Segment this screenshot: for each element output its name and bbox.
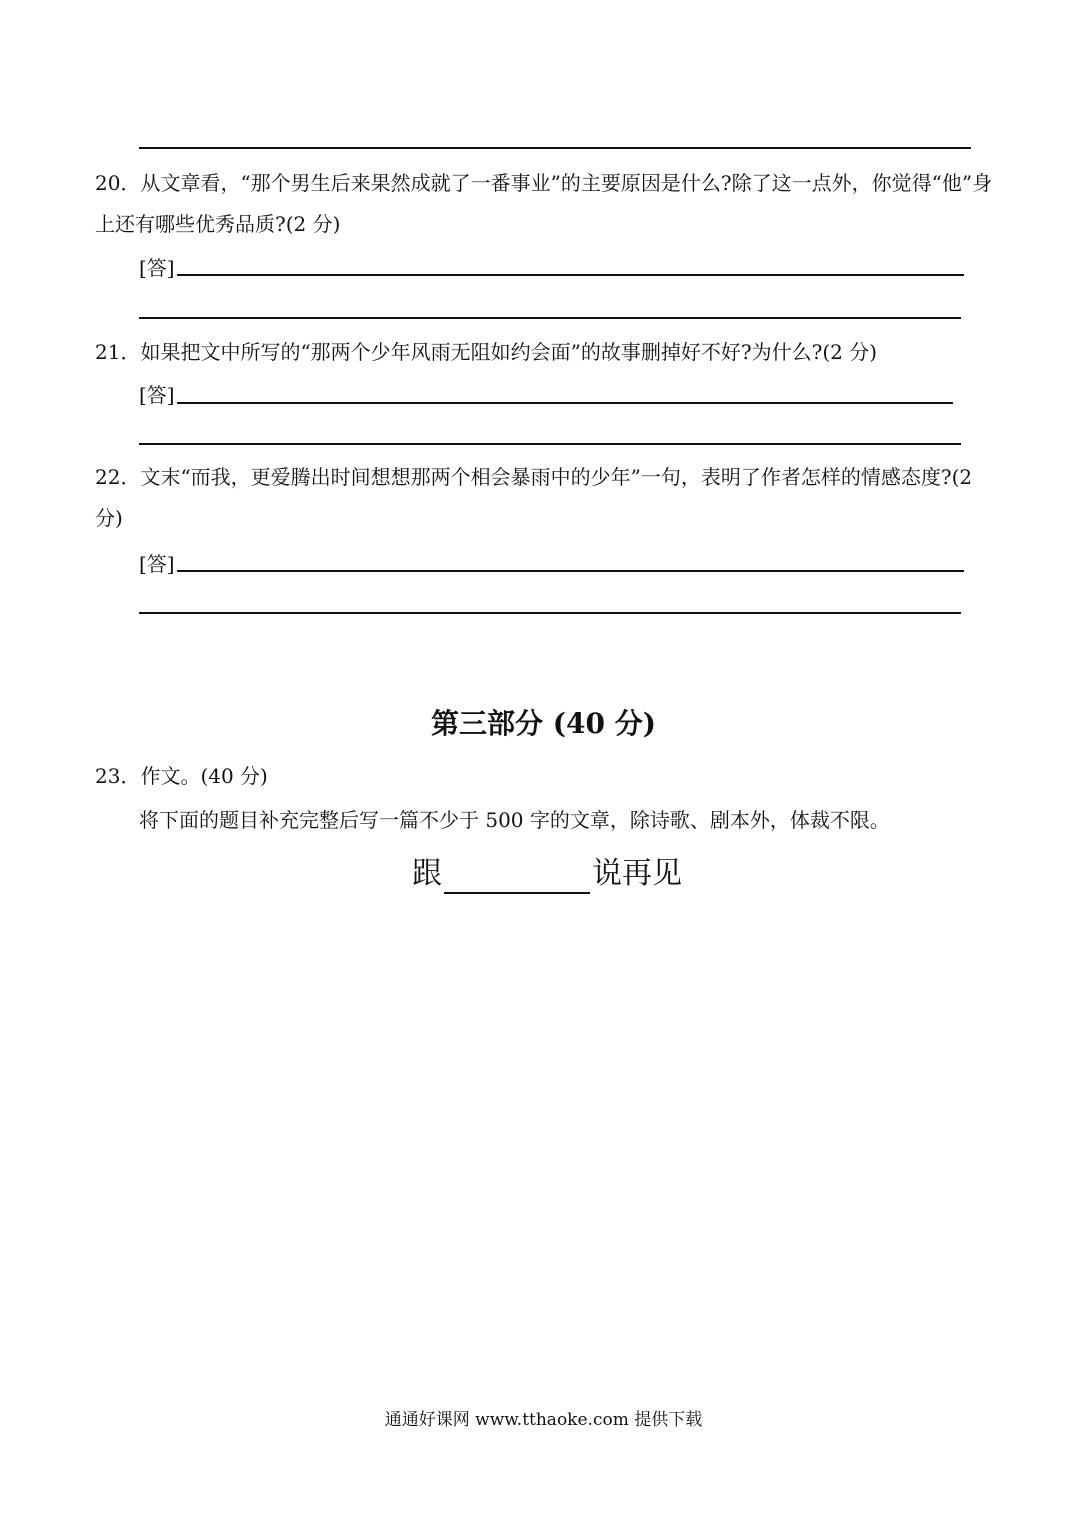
question-22 (95, 457, 995, 539)
answer-line-22b[interactable] (139, 612, 961, 614)
question-22-text: 22．文末“而我，更爱腾出时间想想那两个相会暴雨中的少年”一句，表明了作者怎样的情感态度?(2 分) (95, 465, 973, 530)
essay-title (412, 854, 682, 894)
question-20-text: 20．从文章看，“那个男生后来果然成就了一番事业”的主要原因是什么?除了这一点外，你觉得“他”身上还有哪些优秀品质?(2 分) (95, 171, 993, 236)
answer-label-21: [答] (139, 383, 175, 407)
question-20-number: 20． (95, 171, 141, 195)
question-23 (95, 762, 268, 790)
answer-line-21a[interactable] (177, 402, 953, 404)
answer-line-21b[interactable] (139, 443, 961, 445)
answer-label-22: [答] (139, 552, 175, 576)
essay-title-blank[interactable] (444, 862, 590, 894)
question-21-text: 如果把文中所写的“那两个少年风雨无阻如约会面”的故事删掉好不好?为什么?(2 分) (140, 340, 878, 364)
question-20 (95, 163, 995, 245)
answer-line-20b[interactable] (139, 317, 961, 319)
answer-line-20a[interactable] (177, 274, 964, 276)
essay-instruction: 将下面的题目补充完整后写一篇不少于 500 字的文章，除诗歌、剧本外，体裁不限。 (139, 808, 890, 832)
question-21-number: 21． (95, 340, 141, 364)
section-3-title: 第三部分 (40 分) (431, 707, 656, 740)
answer-label-20: [答] (139, 256, 175, 280)
question-22-number: 22． (95, 465, 141, 489)
answer-line-prev (139, 147, 971, 149)
essay-title-prefix: 跟 (412, 856, 442, 891)
question-21 (95, 338, 877, 366)
question-23-number: 23． (95, 764, 141, 788)
footer-text: 通通好课网 www.tthaoke.com 提供下载 (384, 1410, 703, 1430)
answer-line-22a[interactable] (177, 570, 964, 572)
essay-title-suffix: 说再见 (592, 856, 682, 891)
question-23-text: 作文。(40 分) (140, 764, 268, 788)
